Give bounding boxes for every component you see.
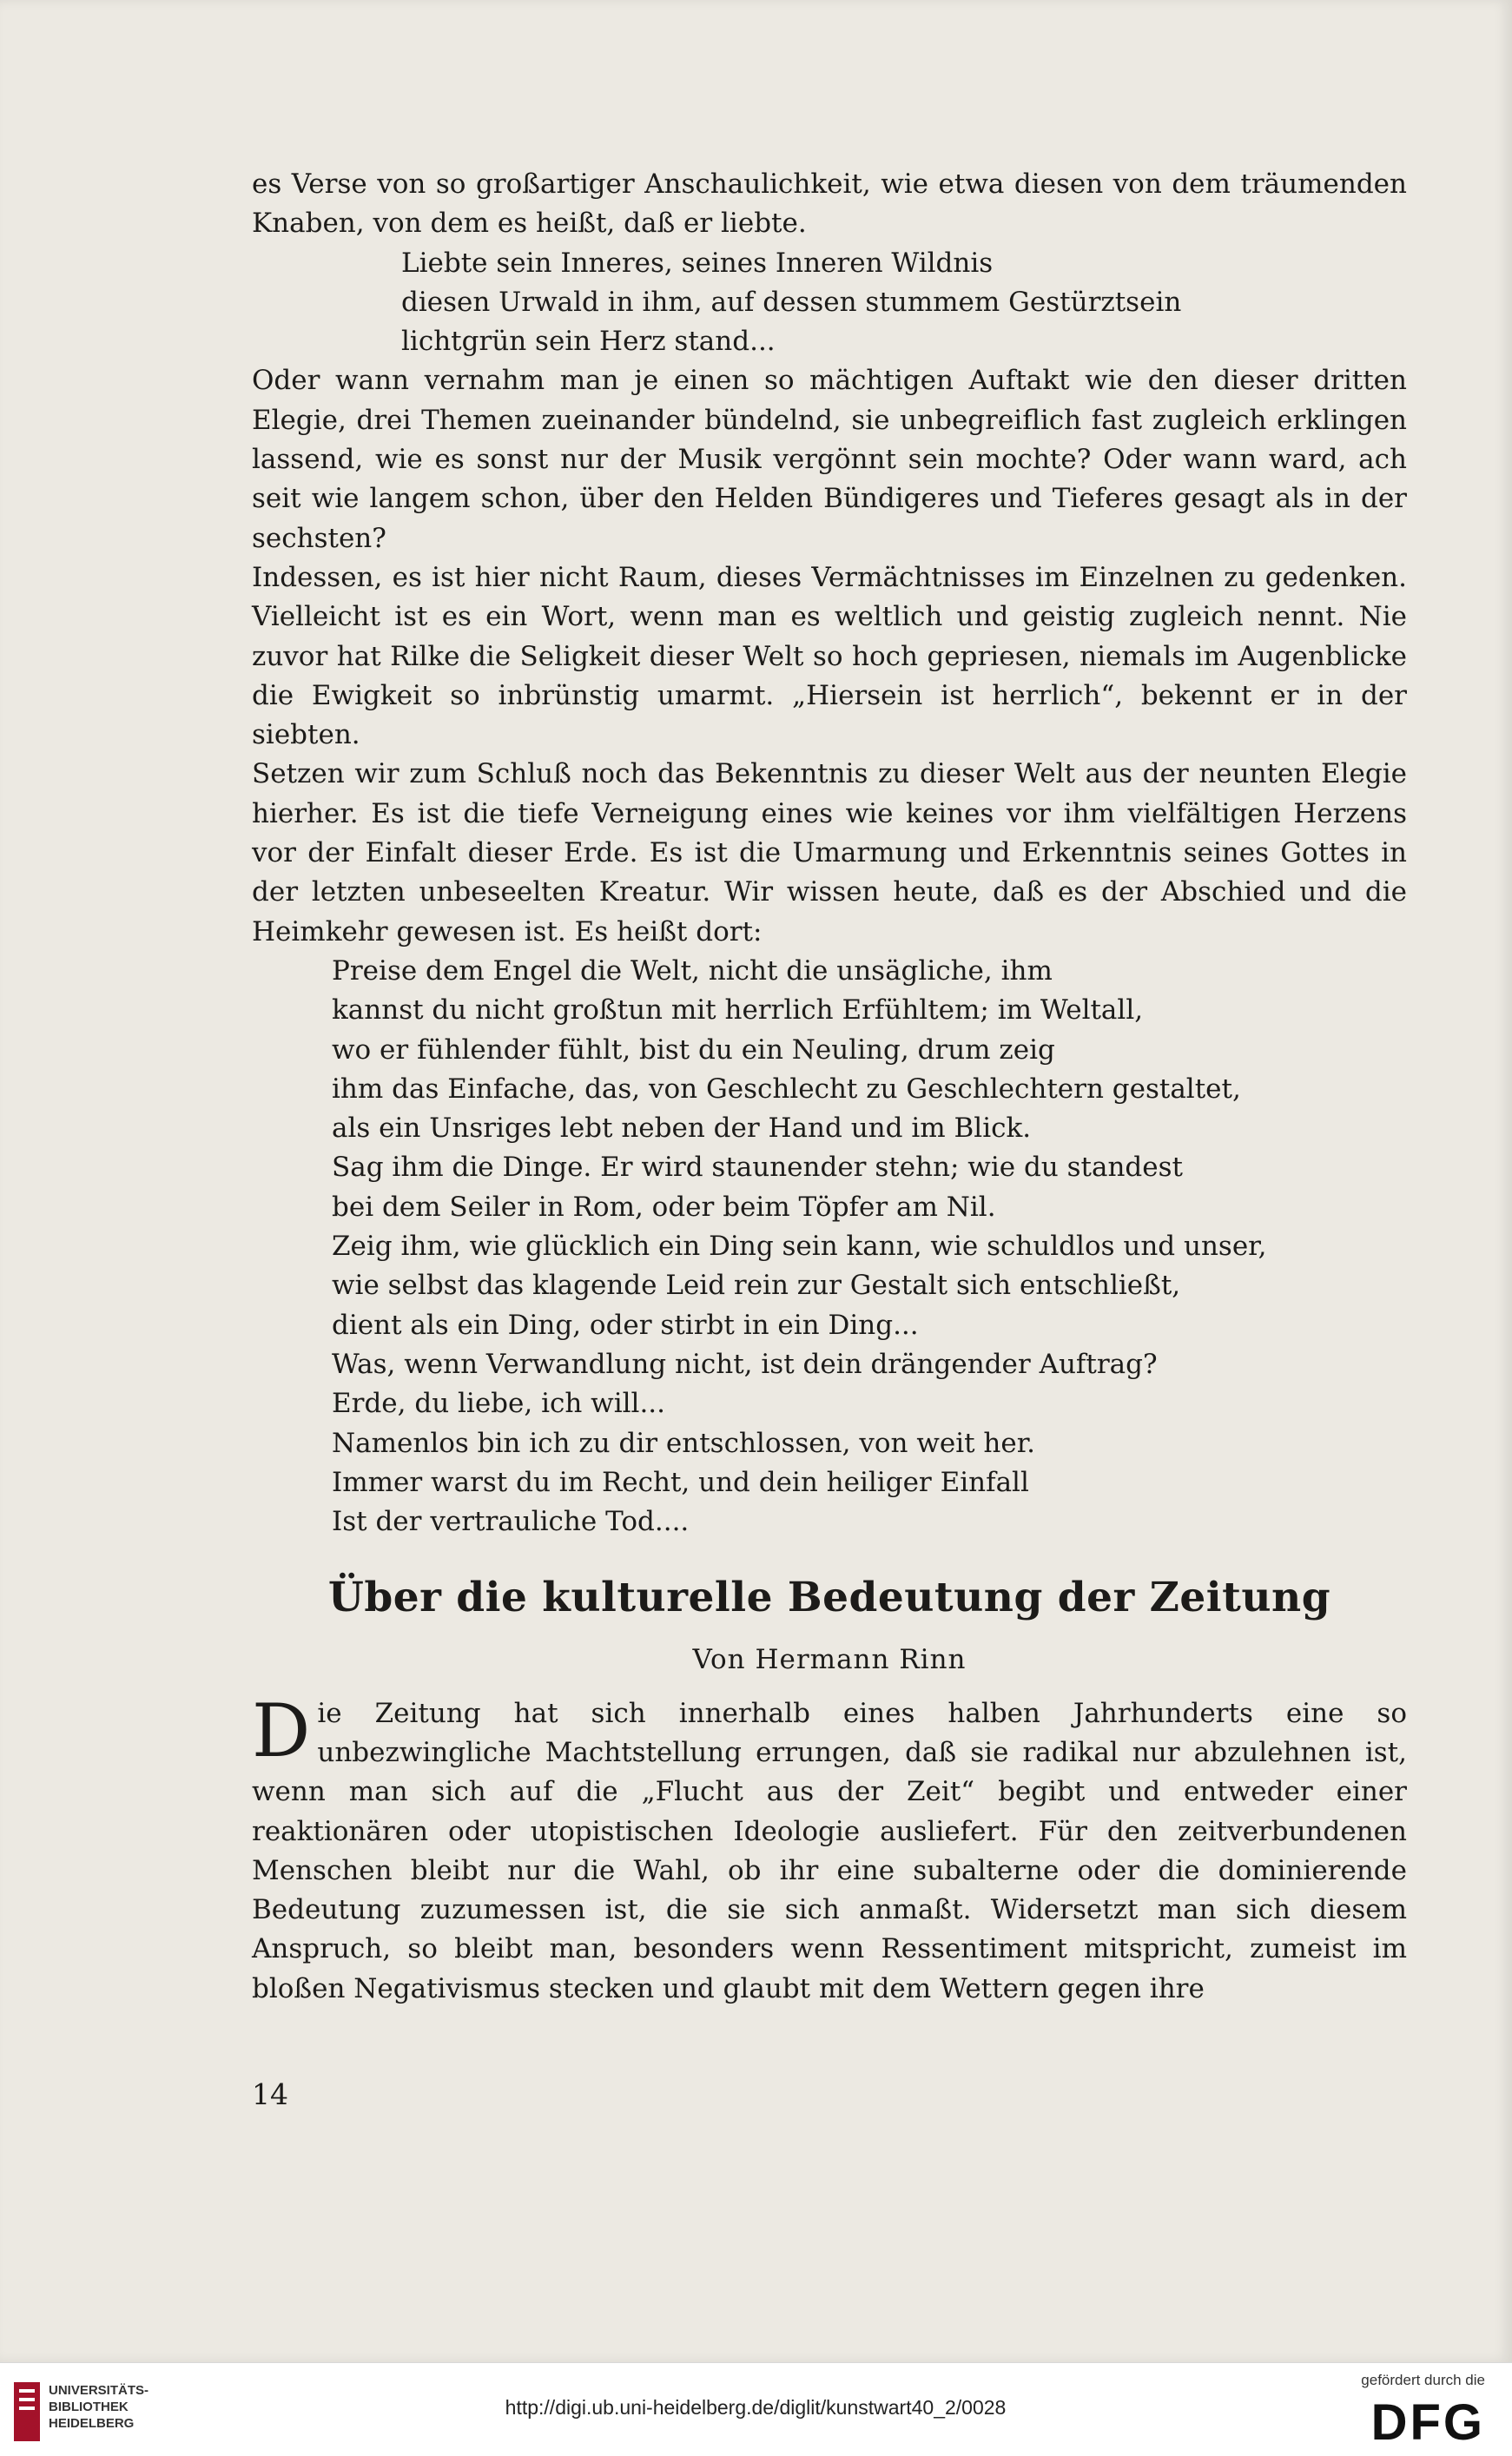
body-paragraph: Oder wann vernahm man je einen so mächtigen Auftakt wie den dieser dritten Elegie, drei Themen zueinander bündelnd, sie unbegreiflich fast zugleich erklingen lassend, wie es sonst nur der Musik vergönnt sein mochte? Oder wann ward, ach seit wie langem schon, über den Helden Bündigeres und Tieferes gesagt als in der sechsten? — [252, 365, 1407, 554]
verse-line: Liebte sein Inneres, seines Inneren Wildnis — [401, 247, 994, 279]
verse-line: bei dem Seiler in Rom, oder beim Töpfer am Nil. — [332, 1191, 996, 1223]
verse-line: Immer warst du im Recht, und dein heiliger Einfall — [332, 1466, 1029, 1498]
verse-line: Erde, du liebe, ich will... — [332, 1388, 666, 1420]
verse-line: Was, wenn Verwandlung nicht, ist dein drängender Auftrag? — [332, 1348, 1158, 1380]
verse-block — [252, 952, 1407, 1542]
library-name-line: BIBLIOTHEK — [49, 2400, 129, 2414]
article-first-paragraph — [252, 1687, 1407, 2009]
verse-block — [252, 244, 1407, 362]
verse-line: wie selbst das klagende Leid rein zur Gestalt sich entschließt, — [332, 1270, 1181, 1302]
drop-cap: D — [252, 1687, 311, 1773]
verse-line: Sag ihm die Dinge. Er wird staunender stehn; wie du standest — [332, 1152, 1183, 1184]
verse-line: diesen Urwald in ihm, auf dessen stummem Gestürztsein — [401, 286, 1182, 318]
dfg-logo: DFG — [1370, 2394, 1485, 2451]
body-paragraph: es Verse von so großartiger Anschaulichkeit, wie etwa diesen von dem träumenden Knaben, von dem es heißt, daß er liebte. — [252, 168, 1407, 240]
viewer-footer — [0, 2362, 1512, 2456]
verse-line: als ein Unsriges lebt neben der Hand und im Blick. — [332, 1112, 1032, 1145]
verse-line: Ist der vertrauliche Tod.... — [332, 1506, 690, 1538]
page-text-column — [252, 165, 1407, 2009]
verse-line: Zeig ihm, wie glücklich ein Ding sein kann, wie schuldlos und unser, — [332, 1231, 1267, 1263]
verse-line: Namenlos bin ich zu dir entschlossen, von weit her. — [332, 1427, 1036, 1459]
article-heading: Über die kulturelle Bedeutung der Zeitung — [327, 1574, 1331, 1622]
library-name — [49, 2382, 149, 2432]
verse-line: Preise dem Engel die Welt, nicht die unsägliche, ihm — [332, 954, 1053, 987]
verse-line: dient als ein Ding, oder stirbt in ein Ding... — [332, 1309, 919, 1341]
article-byline: Von Hermann Rinn — [692, 1644, 967, 1676]
verse-line: wo er fühlender fühlt, bist du ein Neuling, drum zeig — [332, 1033, 1055, 1066]
verse-line: ihm das Einfache, das, von Geschlecht zu Geschlechtern gestaltet, — [332, 1073, 1241, 1105]
library-name-line: UNIVERSITÄTS- — [49, 2383, 149, 2398]
permalink-url[interactable]: http://digi.ub.uni-heidelberg.de/diglit/kunstwart40_2/0028 — [505, 2396, 1007, 2419]
page-number: 14 — [252, 2077, 288, 2111]
body-paragraph: Setzen wir zum Schluß noch das Bekenntnis zu dieser Welt aus der neunten Elegie hierher. Es ist die tiefe Verneigung eines wie keines vor ihm vielfältigen Herzens vor der Einfalt dieser Erde. Es ist die Umarmung und Erkenntnis seines Gottes in der letzten unbeseelten Kreatur. Wir wissen heute, daß es der Abschied und die Heimkehr gewesen ist. Es heißt dort: — [252, 758, 1407, 947]
verse-line: lichtgrün sein Herz stand... — [401, 326, 776, 358]
paragraph-text: ie Zeitung hat sich innerhalb eines halben Jahrhunderts eine so unbezwingliche Machtstellung errungen, daß sie radikal nur abzulehnen ist, wenn man sich auf die „Flucht aus der Zeit“ begibt und entweder einer reaktionären oder utopistischen Ideologie ausliefert. Für den zeitverbundenen Menschen bleibt nur die Wahl, ob ihr eine subalterne oder die dominierende Bedeutung zuzumessen ist, die sie sich anmaßt. Widersetzt man sich diesem Anspruch, so bleibt man, besonders wenn Ressentiment mitspricht, zumeist im bloßen Negativismus stecken und glaubt mit dem Wettern gegen ihre — [252, 1697, 1407, 2004]
funded-by-label: gefördert durch die — [1361, 2372, 1485, 2388]
verse-line: kannst du nicht großtun mit herrlich Erfühltem; im Weltall, — [332, 994, 1144, 1027]
body-paragraph: Indessen, es ist hier nicht Raum, dieses Vermächtnisses im Einzelnen zu gedenken. Vielleicht ist es ein Wort, wenn man es weltlich und geistig zugleich nennt. Nie zuvor hat Rilke die Seligkeit dieser Welt so hoch gepriesen, niemals im Augenblicke die Ewigkeit so inbrünstig umarmt. „Hiersein ist herrlich“, bekennt er in der siebten. — [252, 561, 1407, 751]
university-library-logo-icon — [14, 2382, 40, 2441]
library-name-line: HEIDELBERG — [49, 2416, 135, 2431]
